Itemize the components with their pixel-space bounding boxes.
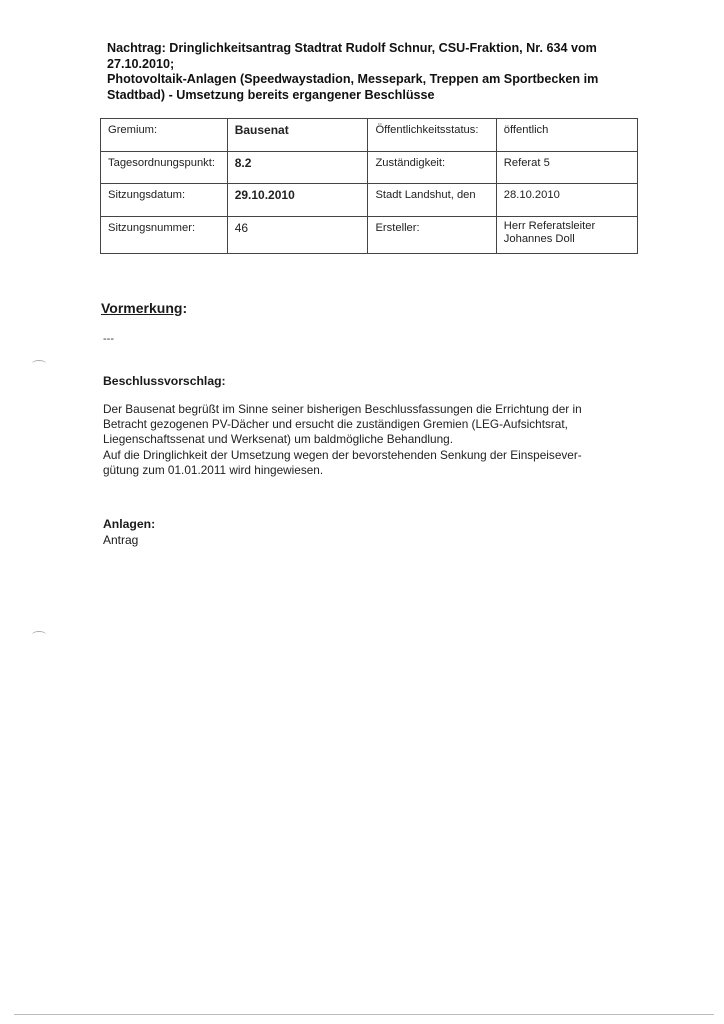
title-line: 27.10.2010; <box>107 56 175 71</box>
status-value: öffentlich <box>496 119 637 152</box>
author-value <box>496 217 637 254</box>
text-line: Liegenschaftssenat und Werksenat) um baldmögliche Behandlung. <box>103 432 453 447</box>
responsibility-value: Referat 5 <box>496 152 637 184</box>
meta-table <box>100 118 638 254</box>
text-line: gütung zum 01.01.2011 wird hingewiesen. <box>103 462 324 477</box>
title-line: Photovoltaik-Anlagen (Speedwaystadion, Messepark, Treppen am Sportbecken im <box>107 72 599 87</box>
vormerkung-colon: : <box>182 300 188 316</box>
page-edge-line <box>14 1014 714 1015</box>
author-line: Johannes Doll <box>503 233 575 245</box>
meeting-number-label: Sitzungsnummer: <box>101 217 228 254</box>
vormerkung-heading-text: Vormerkung <box>101 300 183 316</box>
meeting-date-value: 29.10.2010 <box>227 184 368 217</box>
table-row <box>101 217 638 254</box>
table-row <box>101 119 638 152</box>
document-title <box>107 41 627 103</box>
meeting-number-value: 46 <box>227 217 368 254</box>
vormerkung-heading <box>101 300 187 316</box>
agenda-item-value: 8.2 <box>227 152 368 184</box>
place-date-label: Stadt Landshut, den <box>368 184 496 217</box>
text-line: Auf die Dringlichkeit der Umsetzung wegen der bevorstehenden Senkung der Einspeisever- <box>103 447 582 462</box>
author-label: Ersteller: <box>368 217 496 254</box>
gremium-label: Gremium: <box>101 119 228 152</box>
beschlussvorschlag-heading: Beschlussvorschlag: <box>103 374 226 388</box>
gremium-value: Bausenat <box>227 119 368 152</box>
beschlussvorschlag-text <box>103 402 633 478</box>
table-row <box>101 184 638 217</box>
punch-hole-mark <box>32 360 46 367</box>
author-line: Herr Referatsleiter <box>503 220 596 232</box>
meeting-date-label: Sitzungsdatum: <box>101 184 228 217</box>
status-label: Öffentlichkeitsstatus: <box>368 119 496 152</box>
title-line: Stadtbad) - Umsetzung bereits ergangener Beschlüsse <box>107 87 435 102</box>
anlagen-heading: Anlagen: <box>103 517 156 531</box>
vormerkung-content: --- <box>103 333 114 345</box>
agenda-item-label: Tagesordnungspunkt: <box>101 152 228 184</box>
text-line: Betracht gezogenen PV-Dächer und ersucht die zuständigen Gremien (LEG-Aufsichtsrat, <box>103 417 568 432</box>
anlagen-value: Antrag <box>103 533 139 547</box>
text-line: Der Bausenat begrüßt im Sinne seiner bisherigen Beschlussfassungen die Errichtung der in <box>103 402 582 416</box>
title-line: Nachtrag: Dringlichkeitsantrag Stadtrat Rudolf Schnur, CSU-Fraktion, Nr. 634 vom <box>107 41 597 55</box>
responsibility-label: Zuständigkeit: <box>368 152 496 184</box>
table-row <box>101 152 638 184</box>
place-date-value: 28.10.2010 <box>496 184 637 217</box>
punch-hole-mark <box>32 631 46 638</box>
